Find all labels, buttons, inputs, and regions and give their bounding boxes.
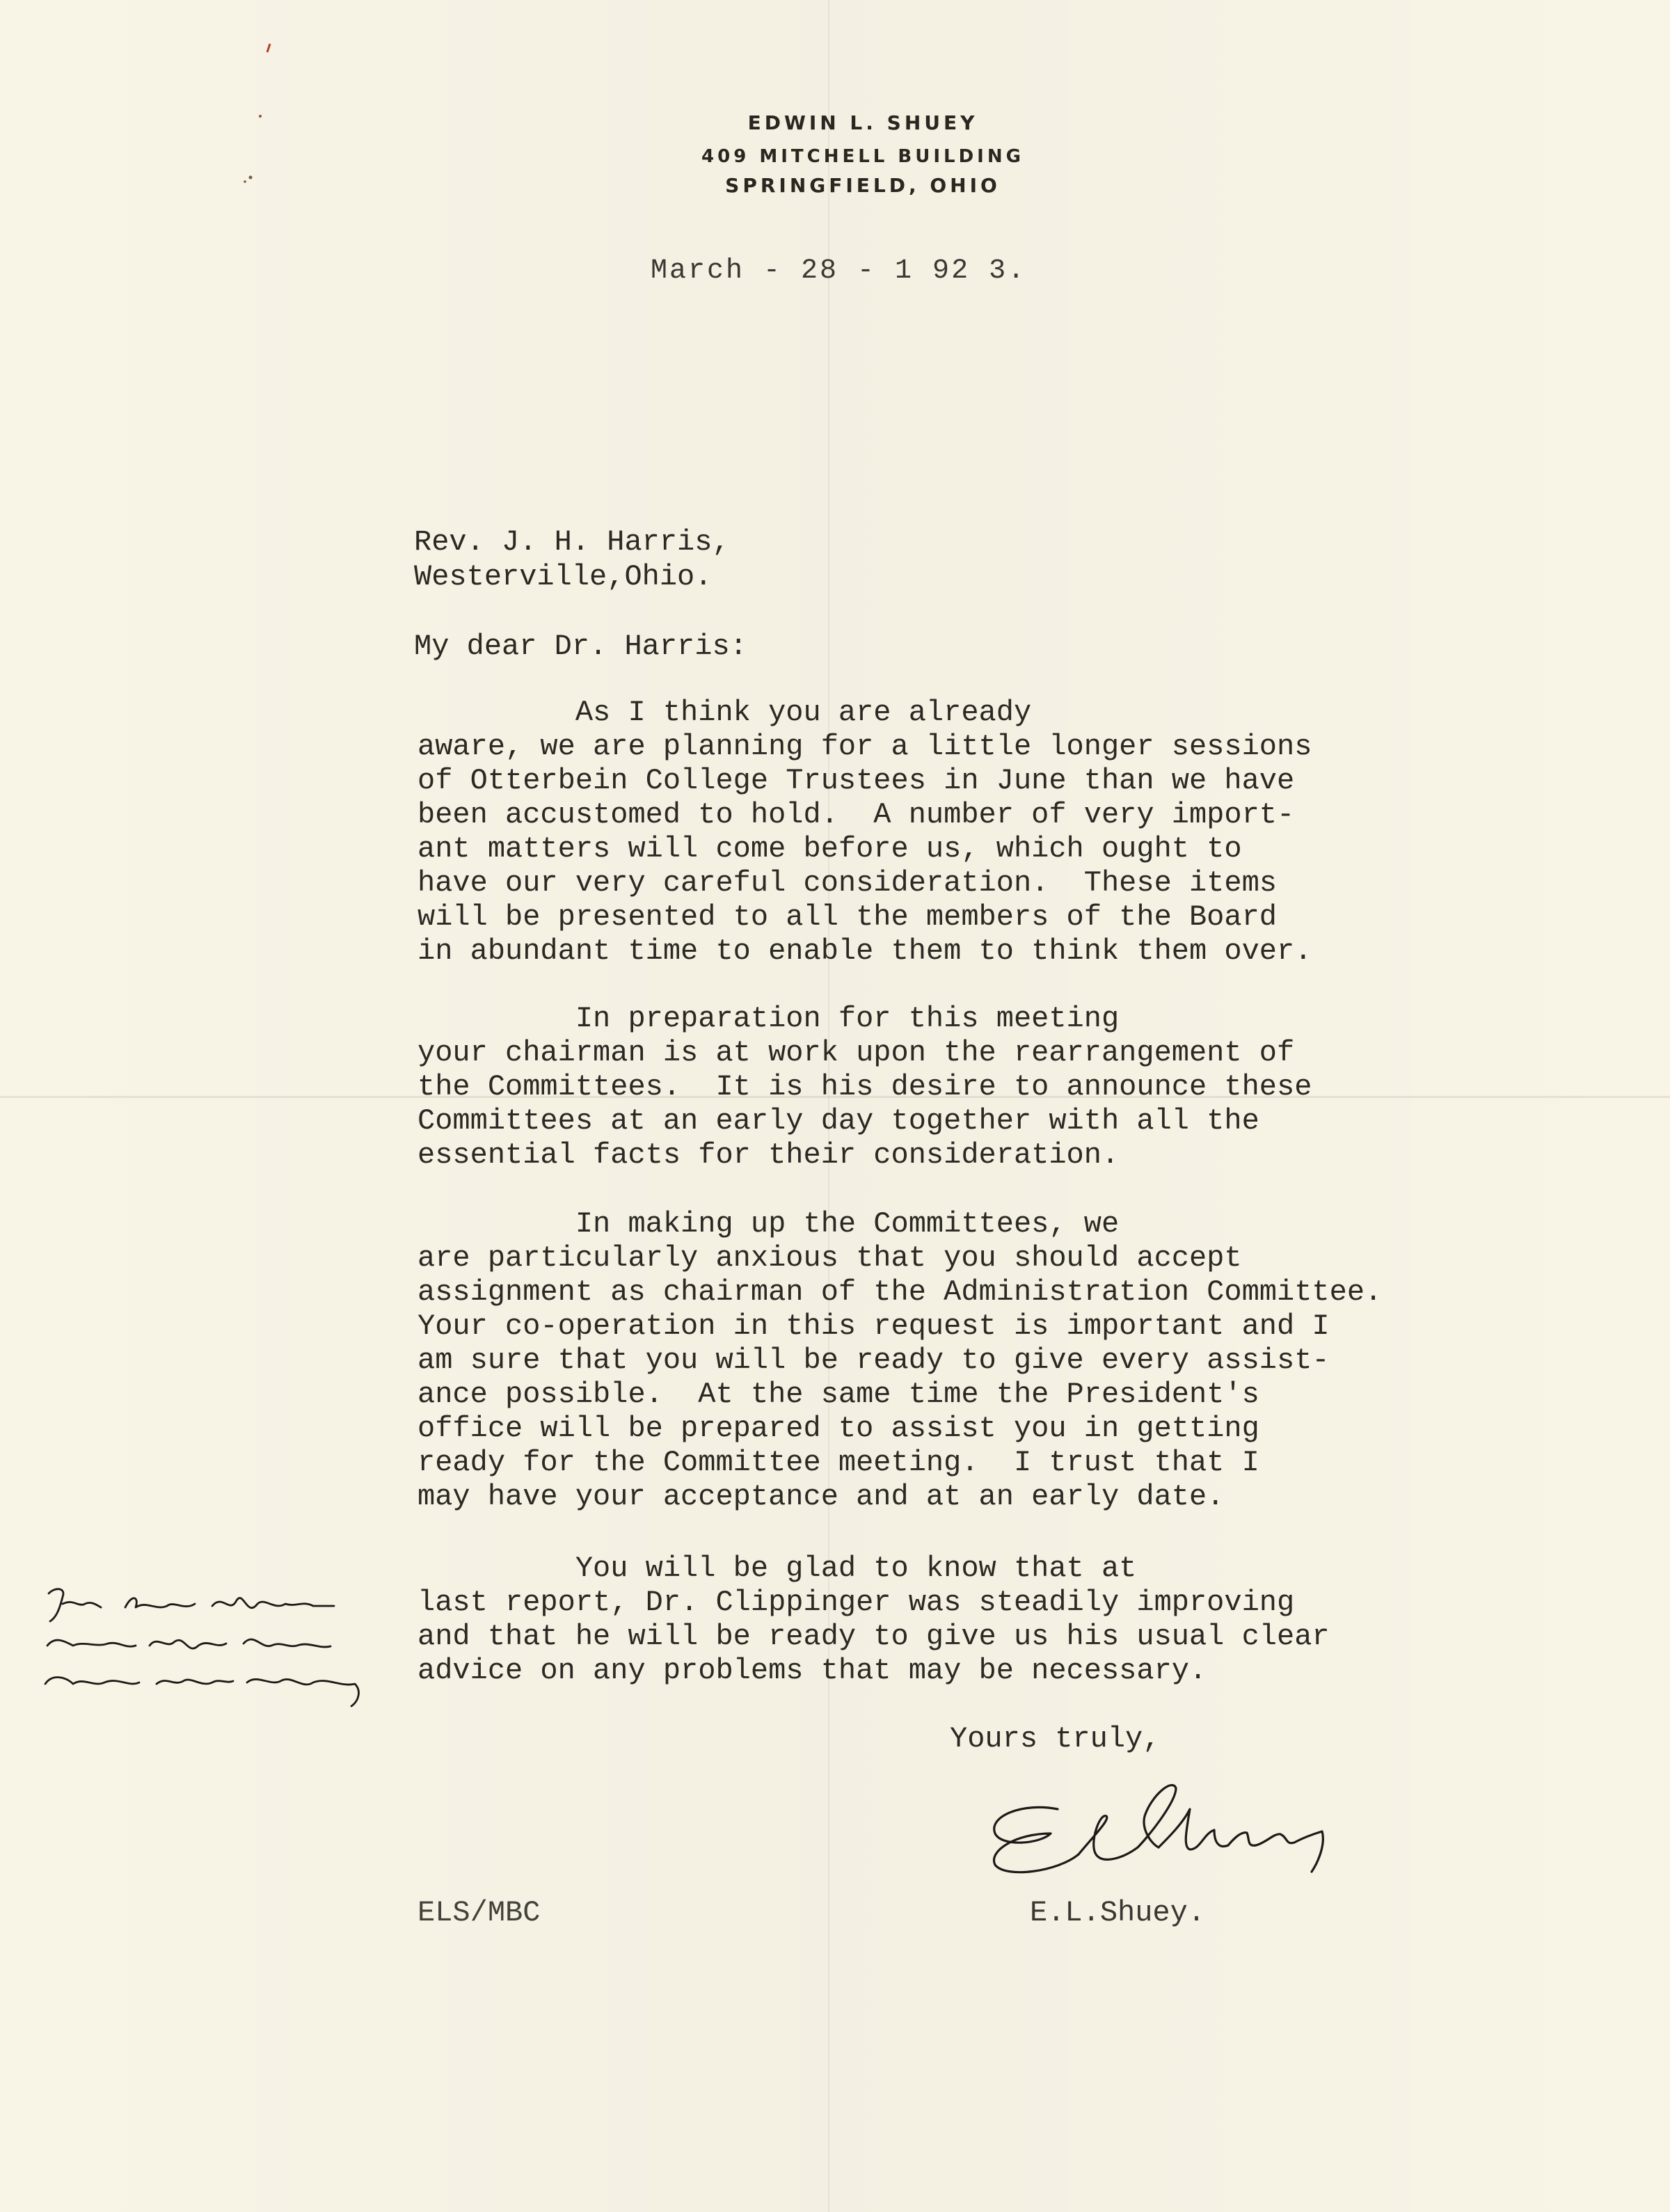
letterhead-city: SPRINGFIELD, OHIO — [725, 174, 1001, 197]
body-line: the Committees. It is his desire to announce these — [418, 1070, 1312, 1104]
body-line: Your co-operation in this request is important and I — [418, 1310, 1330, 1343]
body-line: will be presented to all the members of the Board — [418, 900, 1278, 934]
letterhead-address: 409 MITCHELL BUILDING — [701, 146, 1024, 167]
body-line: last report, Dr. Clippinger was steadily improving — [418, 1586, 1295, 1619]
recipient-name: Rev. J. H. Harris, — [414, 525, 730, 559]
body-line: been accustomed to hold. A number of very import- — [418, 798, 1295, 832]
typed-signature: E.L.Shuey. — [1030, 1896, 1206, 1929]
body-line: of Otterbein College Trustees in June than we have — [418, 764, 1295, 797]
handwritten-signature — [974, 1767, 1364, 1886]
body-line: You will be glad to know that at — [418, 1552, 1137, 1585]
body-line: am sure that you will be ready to give every assist- — [418, 1344, 1330, 1377]
salutation: My dear Dr. Harris: — [414, 630, 747, 663]
letter-date: March - 28 - 1 92 3. — [651, 255, 1027, 287]
body-line: advice on any problems that may be necessary. — [418, 1654, 1207, 1687]
body-line: in abundant time to enable them to think them over. — [418, 934, 1312, 968]
body-line: your chairman is at work upon the rearrangement of — [418, 1036, 1295, 1069]
body-line: ready for the Committee meeting. I trust that I — [418, 1446, 1259, 1479]
body-line: assignment as chairman of the Administration Committee. — [418, 1275, 1383, 1309]
body-line: ant matters will come before us, which ought to — [418, 832, 1242, 866]
body-line: ance possible. At the same time the President's — [418, 1378, 1259, 1411]
letterhead-name: EDWIN L. SHUEY — [747, 111, 978, 134]
body-line: In making up the Committees, we — [418, 1207, 1120, 1241]
body-line: may have your acceptance and at an early date. — [418, 1480, 1225, 1513]
body-line: As I think you are already — [418, 696, 1032, 729]
body-line: Committees at an early day together with all the — [418, 1104, 1259, 1138]
body-line: have our very careful consideration. These items — [418, 866, 1278, 900]
body-line: office will be prepared to assist you in getting — [418, 1412, 1259, 1445]
recipient-location: Westerville,Ohio. — [414, 560, 713, 594]
body-line: aware, we are planning for a little longer sessions — [418, 730, 1312, 763]
body-line: are particularly anxious that you should accept — [418, 1241, 1242, 1275]
body-line: and that he will be ready to give us his usual clear — [418, 1620, 1330, 1653]
closing: Yours truly, — [950, 1722, 1161, 1756]
body-line: essential facts for their consideration. — [418, 1138, 1120, 1172]
handwritten-margin-note — [35, 1580, 390, 1712]
reference-initials: ELS/MBC — [418, 1896, 541, 1929]
body-line: In preparation for this meeting — [418, 1002, 1120, 1035]
